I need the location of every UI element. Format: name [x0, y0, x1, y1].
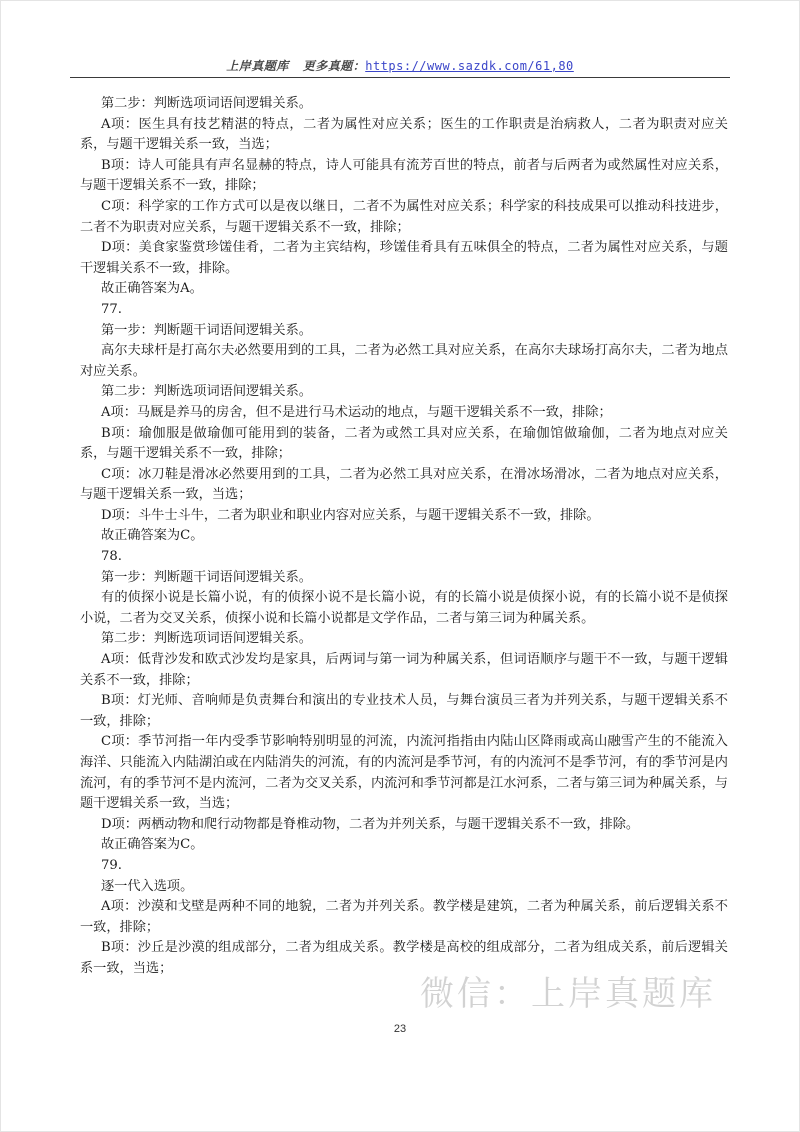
paragraph: A项：医生具有技艺精湛的特点，二者为属性对应关系；医生的工作职责是治病救人，二者为职责对应关系，与题干逻辑关系一致，当选； [80, 116, 728, 153]
paragraph: 高尔夫球杆是打高尔夫必然要用到的工具，二者为必然工具对应关系，在高尔夫球场打高尔夫，二者为地点对应关系。 [80, 343, 728, 379]
answer-line: 故正确答案为A。 [101, 281, 203, 297]
paragraph: 第二步：判断选项词语间逻辑关系。 [101, 631, 312, 647]
paragraph: B项：灯光师、音响师是负责舞台和演出的专业技术人员，与舞台演员三者为并列关系，与题干逻辑关系不一致，排除； [80, 693, 728, 729]
paragraph: A项：沙漠和戈壁是两种不同的地貌，二者为并列关系。教学楼是建筑，二者为种属关系，前后逻辑关系不一致，排除； [80, 899, 728, 935]
paragraph: D项：斗牛士斗牛，二者为职业和职业内容对应关系，与题干逻辑关系不一致，排除。 [101, 507, 600, 523]
paragraph: C项：冰刀鞋是滑冰必然要用到的工具，二者为必然工具对应关系，在滑冰场滑冰，二者为地点对应关系，与题干逻辑关系一致，当选； [80, 466, 728, 503]
paragraph: 第一步：判断题干词语间逻辑关系。 [101, 569, 312, 585]
paragraph: D项：美食家鉴赏珍馐佳肴，二者为主宾结构，珍馐佳肴具有五味俱全的特点，二者为属性对应关系，与题干逻辑关系不一致，排除。 [80, 240, 728, 276]
question-number: 79. [101, 857, 122, 873]
paragraph: B项：瑜伽服是做瑜伽可能用到的装备，二者为或然工具对应关系，在瑜伽馆做瑜伽，二者为地点对应关系，与题干逻辑关系不一致，排除； [80, 425, 728, 462]
answer-line: 故正确答案为C。 [101, 837, 204, 853]
paragraph: A项：低背沙发和欧式沙发均是家具，后两词与第一词为种属关系，但词语顺序与题干不一致，与题干逻辑关系不一致，排除； [80, 652, 728, 688]
paragraph: B项：诗人可能具有声名显赫的特点，诗人可能具有流芳百世的特点，前者与后两者为或然属性对应关系，与题干逻辑关系不一致，排除； [80, 157, 728, 194]
paragraph: C项：季节河指一年内受季节影响特别明显的河流，内流河指指由内陆山区降雨或高山融雪产生的不能流入海洋、只能流入内陆湖泊或在内陆消失的河流，有的内流河是季节河，有的内流河不是季节河，有的季节河是内流河，有的季节河不是内流河，二者为交叉关系，内流河和季节河都是江水河系，二者与第三词为种属关系，与题干逻辑关系一致，当选； [80, 734, 728, 812]
document-body [80, 94, 728, 980]
page-number: 23 [393, 1023, 407, 1035]
header-more-label: 更多真题： [302, 59, 366, 73]
watermark: 微信：上岸真题库 [420, 974, 716, 1014]
paragraph: C项：科学家的工作方式可以是夜以继日，二者不为属性对应关系；科学家的科技成果可以推动科技进步，二者不为职责对应关系，与题干逻辑关系不一致，排除； [80, 198, 728, 235]
paragraph: A项：马厩是养马的房舍，但不是进行马术运动的地点，与题干逻辑关系不一致，排除； [101, 404, 612, 420]
header-brand: 上岸真题库 [226, 59, 289, 73]
paragraph: D项：两栖动物和爬行动物都是脊椎动物，二者为并列关系，与题干逻辑关系不一致，排除。 [101, 816, 640, 832]
header-divider [70, 77, 730, 78]
paragraph: B项：沙丘是沙漠的组成部分，二者为组成关系。教学楼是高校的组成部分，二者为组成关系，前后逻辑关系一致，当选； [80, 940, 728, 976]
page-header [0, 57, 800, 74]
paragraph: 有的侦探小说是长篇小说，有的侦探小说不是长篇小说，有的长篇小说是侦探小说，有的长篇小说不是侦探小说，二者为交叉关系，侦探小说和长篇小说都是文学作品，二者与第三词为种属关系。 [80, 590, 728, 626]
paragraph: 第一步：判断题干词语间逻辑关系。 [101, 322, 312, 338]
answer-line: 故正确答案为C。 [101, 528, 204, 544]
paragraph: 第二步：判断选项词语间逻辑关系。 [101, 384, 312, 400]
header-url-link[interactable]: https://www.sazdk.com/61,80 [365, 59, 574, 73]
question-number: 77. [101, 301, 122, 317]
paragraph: 第二步：判断选项词语间逻辑关系。 [101, 96, 312, 111]
paragraph: 逐一代入选项。 [101, 878, 194, 894]
question-number: 78. [101, 549, 122, 565]
